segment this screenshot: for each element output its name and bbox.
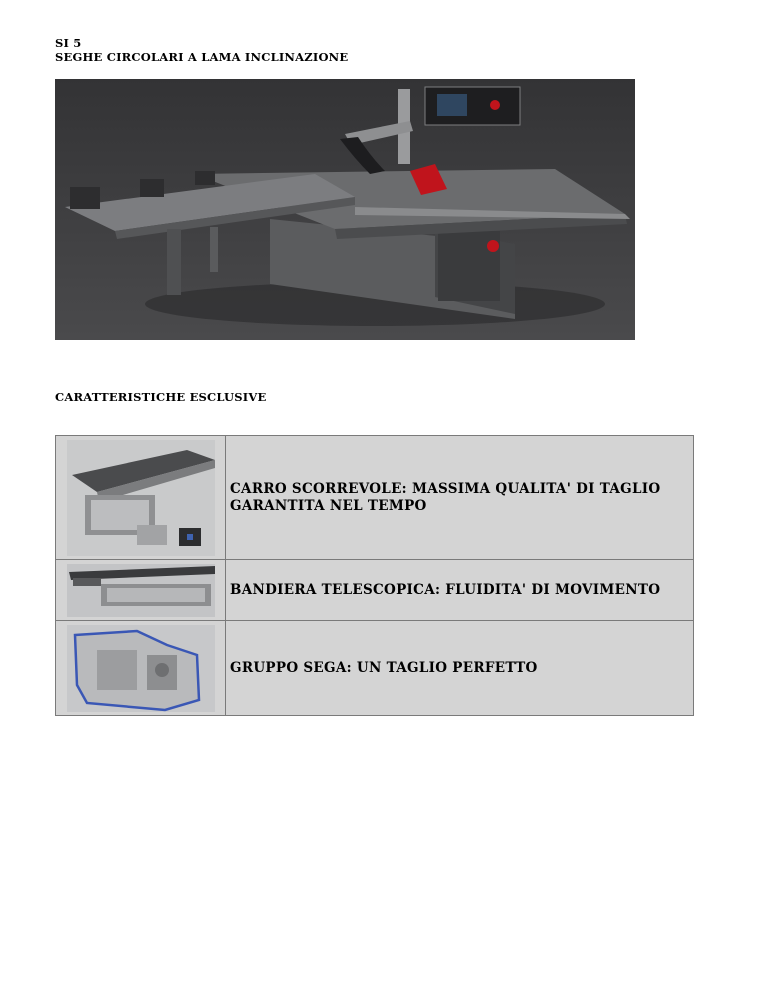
saw-unit-photo [56,621,226,715]
sliding-carriage-photo [56,436,226,559]
feature-text: GRUPPO SEGA: UN TAGLIO PERFETTO [230,659,538,676]
feature-text: CARRO SCORREVOLE: MASSIMA QUALITA' DI TAGLIO GARANTITA NEL TEMPO [230,480,661,514]
feature-text: BANDIERA TELESCOPICA: FLUIDITA' DI MOVIMENTO [230,581,661,598]
section-title: CARATTERISTICHE ESCLUSIVE [55,390,267,404]
panel-saw-machine-photo [55,79,635,340]
doc-heading-line1: SI 5 [55,36,82,50]
feature-row [56,560,693,621]
features-table [55,435,694,716]
feature-row [56,621,693,715]
telescopic-arm-photo [56,560,226,620]
doc-heading-line2: SEGHE CIRCOLARI A LAMA INCLINAZIONE [55,50,349,64]
feature-row [56,436,693,560]
